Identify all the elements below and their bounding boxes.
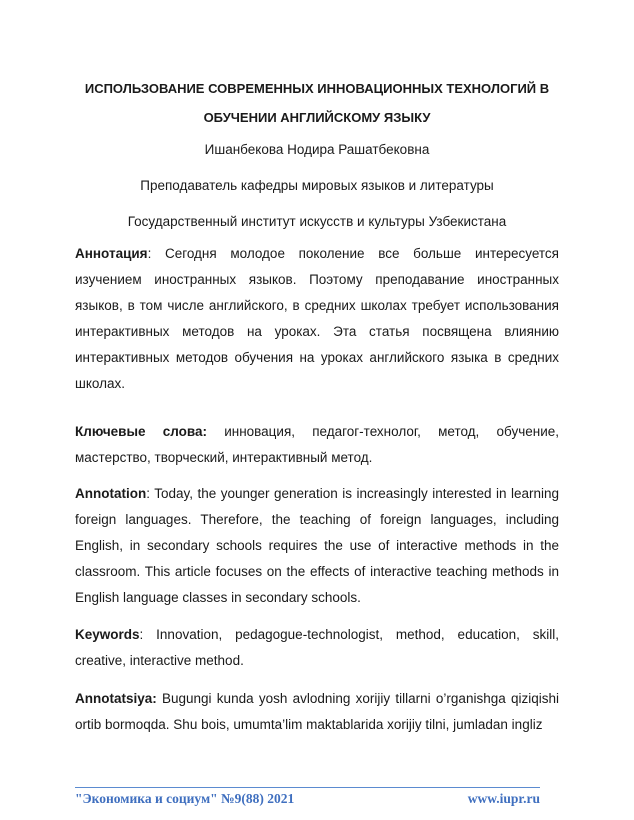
annotation-uz: [75, 686, 559, 738]
annotation-uz-label: Annotatsiya:: [75, 691, 157, 706]
keywords-en-text: : Innovation, pedagogue-technologist, method, education, skill, creative, interactive method.: [75, 627, 559, 668]
keywords-ru-label: Ключевые слова:: [75, 424, 207, 439]
article-title: [60, 74, 574, 132]
keywords-ru: [75, 419, 559, 471]
title-line-2: ОБУЧЕНИИ АНГЛИЙСКОМУ ЯЗЫКУ: [203, 110, 431, 125]
author-name: Ишанбекова Нодира Рашатбековна: [204, 142, 430, 157]
annotation-en-text: : Today, the younger generation is increasingly interested in learning foreign languages. Therefore, the teaching of foreign languages, including English, in secondary schools requires the use of interactive methods in the classroom. This article focuses on the effects of interactive teaching methods in English language classes in secondary schools.: [75, 486, 559, 605]
annotation-uz-text: Bugungi kunda yosh avlodning xorijiy tillarni o’rganishga qiziqishi ortib bormoqda. Shu bois, umumta’lim maktablarida xorijiy tilni, jumladan ingliz: [75, 691, 559, 732]
keywords-en: [75, 622, 559, 674]
journal-website-link[interactable]: www.iupr.ru: [467, 791, 540, 806]
annotation-ru-label: Аннотация: [75, 246, 148, 261]
journal-citation: "Экономика и социум" №9(88) 2021: [75, 791, 295, 806]
title-line-1: ИСПОЛЬЗОВАНИЕ СОВРЕМЕННЫХ ИННОВАЦИОННЫХ ТЕХНОЛОГИЙ В: [84, 81, 550, 96]
footer-divider: [75, 787, 540, 788]
keywords-ru-text: инновация, педагог-технолог, метод, обучение, мастерство, творческий, интерактивный метод.: [75, 424, 560, 465]
annotation-en-label: Annotation: [75, 486, 147, 501]
author-position: Преподаватель кафедры мировых языков и литературы: [140, 178, 494, 193]
author-institution: Государственный институт искусств и культуры Узбекистана: [127, 214, 507, 229]
annotation-ru: [75, 241, 559, 397]
annotation-ru-text: : Сегодня молодое поколение все больше интересуется изучением иностранных языков. Поэтому преподавание иностранных языков, в том числе английского, в средних школах требует использования интерактивных методов на уроках. Эта статья посвящена влиянию интерактивных методов обучения на уроках английского языка в средних школах.: [75, 246, 559, 391]
annotation-en: [75, 481, 559, 611]
keywords-en-label: Keywords: [75, 627, 140, 642]
